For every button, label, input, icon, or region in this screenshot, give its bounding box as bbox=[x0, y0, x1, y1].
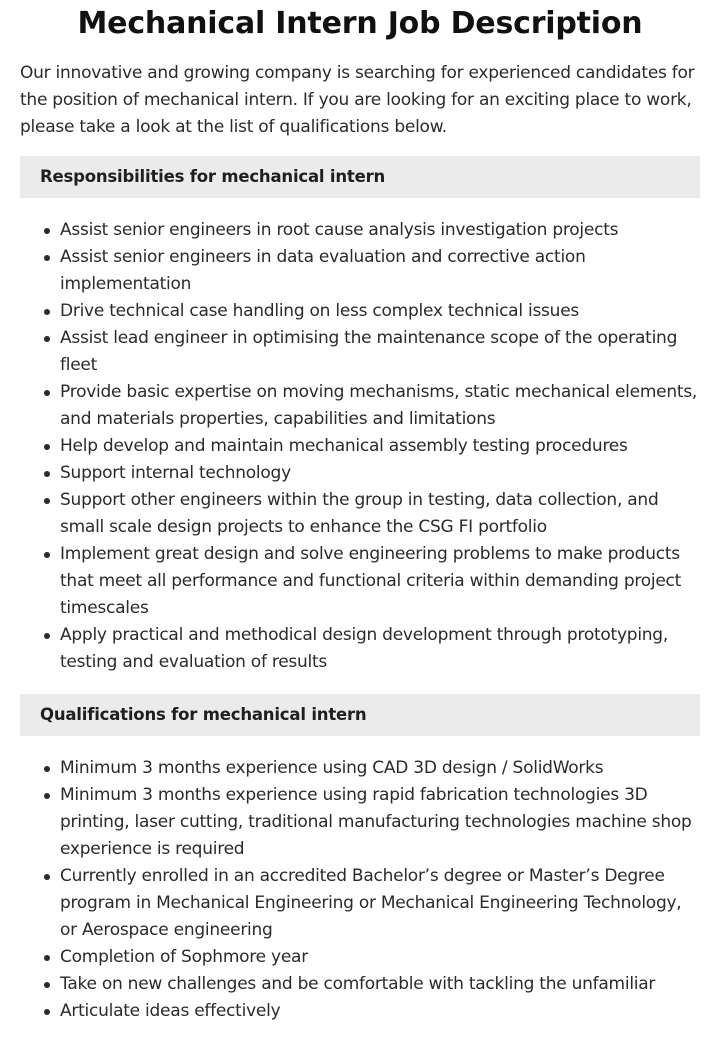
list-item: Support internal technology bbox=[60, 460, 700, 487]
list-item: Assist lead engineer in optimising the maintenance scope of the operating fleet bbox=[60, 325, 700, 379]
responsibilities-list bbox=[20, 217, 700, 676]
list-item: Help develop and maintain mechanical assembly testing procedures bbox=[60, 433, 700, 460]
list-item: Currently enrolled in an accredited Bachelor’s degree or Master’s Degree program in Mechanical Engineering or Mechanical Engineering Technology, or Aerospace engineering bbox=[60, 863, 700, 944]
list-item: Apply practical and methodical design development through prototyping, testing and evaluation of results bbox=[60, 622, 700, 676]
list-item: Drive technical case handling on less complex technical issues bbox=[60, 298, 700, 325]
page-title: Mechanical Intern Job Description bbox=[77, 6, 643, 41]
list-item: Minimum 3 months experience using rapid fabrication technologies 3D printing, laser cutting, traditional manufacturing technologies machine shop experience is required bbox=[60, 782, 700, 863]
list-item: Completion of Sophmore year bbox=[60, 944, 700, 971]
intro-paragraph: Our innovative and growing company is searching for experienced candidates for the position of mechanical intern. If you are looking for an exciting place to work, please take a look at the list of qualifications below. bbox=[20, 63, 695, 137]
qualifications-heading: Qualifications for mechanical intern bbox=[20, 694, 700, 736]
list-item: Implement great design and solve engineering problems to make products that meet all performance and functional criteria within demanding project timescales bbox=[60, 541, 700, 622]
list-item: Provide basic expertise on moving mechanisms, static mechanical elements, and materials properties, capabilities and limitations bbox=[60, 379, 700, 433]
list-item: Assist senior engineers in data evaluation and corrective action implementation bbox=[60, 244, 700, 298]
responsibilities-heading: Responsibilities for mechanical intern bbox=[20, 156, 700, 198]
list-item: Articulate ideas effectively bbox=[60, 998, 700, 1025]
list-item: Assist senior engineers in root cause analysis investigation projects bbox=[60, 217, 700, 244]
qualifications-list bbox=[20, 755, 700, 1025]
list-item: Take on new challenges and be comfortable with tackling the unfamiliar bbox=[60, 971, 700, 998]
list-item: Support other engineers within the group in testing, data collection, and small scale design projects to enhance the CSG FI portfolio bbox=[60, 487, 700, 541]
list-item: Minimum 3 months experience using CAD 3D design / SolidWorks bbox=[60, 755, 700, 782]
